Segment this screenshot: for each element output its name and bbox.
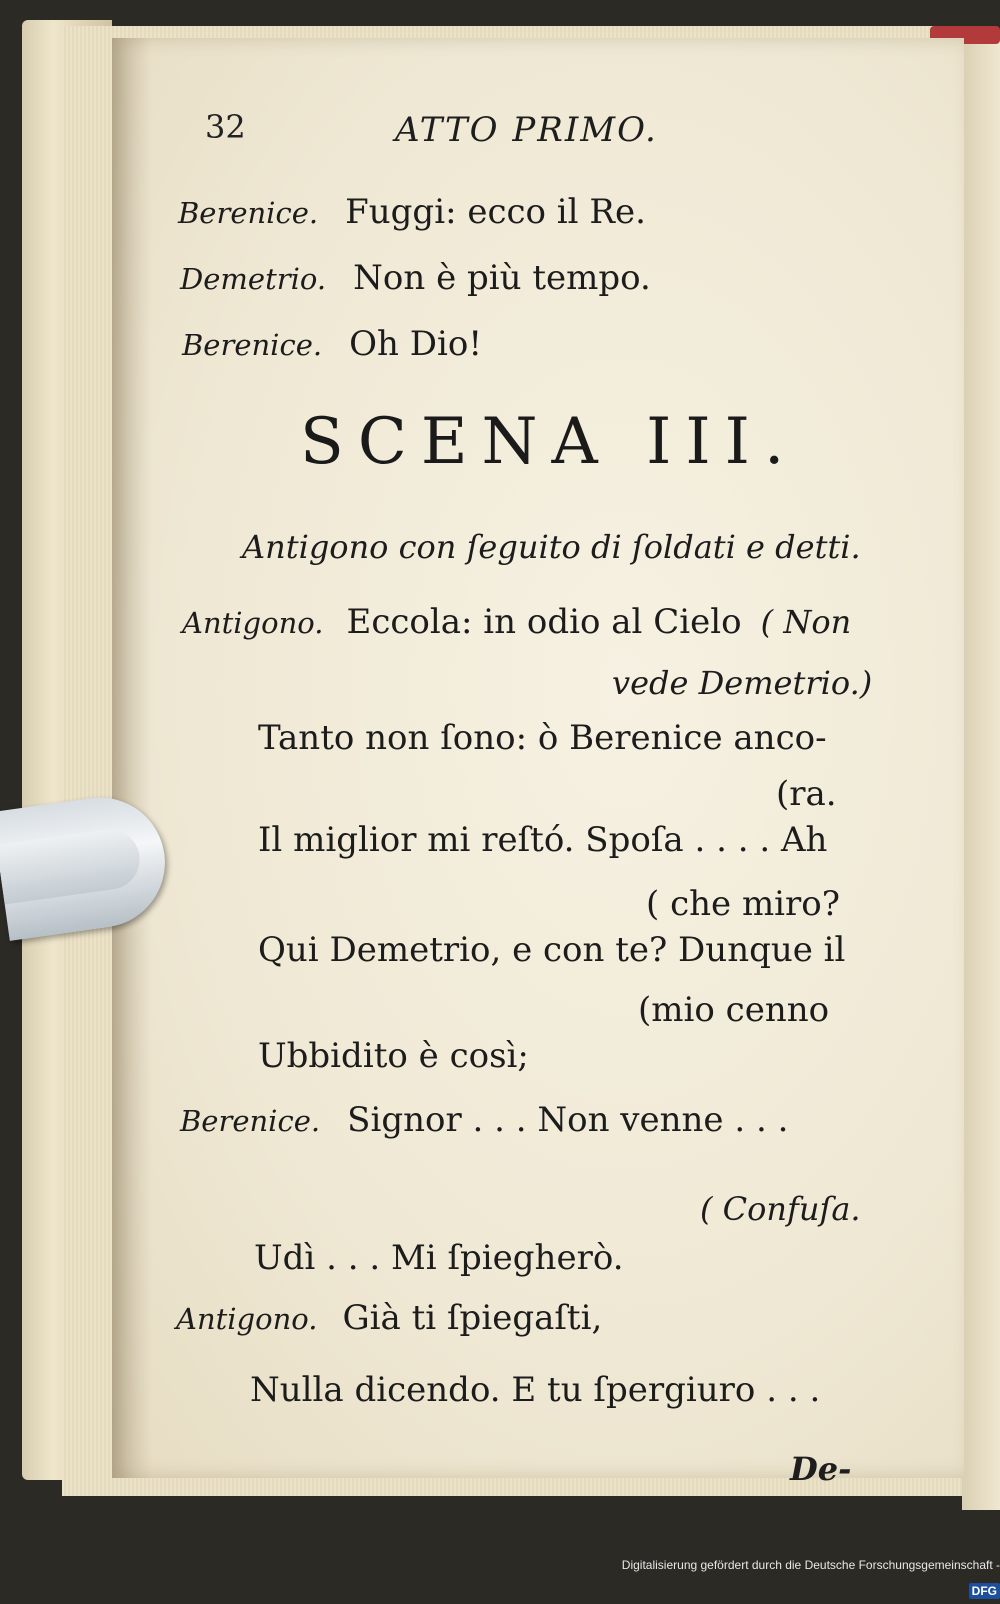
dialogue-line	[176, 1298, 602, 1338]
scene-title: SCENA III.	[300, 405, 799, 479]
verse-turnover: (ra.	[776, 774, 837, 814]
dialogue-line	[182, 324, 482, 364]
dialogue-line	[178, 192, 646, 232]
speaker-name: Antigono.	[182, 606, 324, 640]
dialogue-line	[180, 1100, 788, 1140]
aside: ( Non	[760, 603, 852, 641]
verse-line: Tanto non ſono: ò Berenice anco-	[258, 718, 827, 758]
speaker-name: Berenice.	[178, 196, 319, 230]
speaker-name: Berenice.	[182, 328, 323, 362]
aside: ( Confuſa.	[700, 1190, 861, 1228]
verse-text: Oh Dio!	[349, 324, 483, 364]
verse-line: Qui Demetrio, e con te? Dunque il	[258, 930, 846, 970]
verse-line: Il miglior mi reſtó. Spoſa . . . . Ah	[258, 820, 828, 860]
digitization-footer	[600, 1552, 1000, 1598]
dialogue-line	[182, 602, 851, 642]
stage-direction: Antigono con ſeguito di ſoldati e detti.	[242, 528, 861, 566]
verse-text: Già ti ſpiegaſti,	[342, 1298, 603, 1338]
speaker-name: Berenice.	[180, 1104, 321, 1138]
verse-line: Udì . . . Mi ſpiegherò.	[254, 1238, 624, 1278]
page-number: 32	[205, 108, 246, 146]
aside-continuation: vede Demetrio.)	[612, 664, 873, 702]
page-header	[205, 108, 725, 158]
verse-line: Ubbidito è così;	[258, 1036, 529, 1076]
running-head: ATTO PRIMO.	[395, 110, 658, 150]
verse-text: Signor . . . Non venne . . .	[347, 1100, 789, 1140]
right-page-edge	[962, 40, 1000, 1510]
binding-shadow	[112, 38, 152, 1478]
verse-turnover: (mio cenno	[638, 990, 830, 1030]
verse-turnover: ( che miro?	[646, 884, 841, 924]
dialogue-line	[180, 258, 651, 298]
speaker-name: Demetrio.	[180, 262, 327, 296]
dfg-logo: DFG	[969, 1583, 1000, 1599]
catchword: De-	[790, 1450, 852, 1488]
verse-text: Fuggi: ecco il Re.	[345, 192, 646, 232]
verse-line: Nulla dicendo. E tu ſpergiuro . . .	[250, 1370, 821, 1410]
verse-text: Non è più tempo.	[353, 258, 651, 298]
footer-text: Digitalisierung gefördert durch die Deutsche Forschungsgemeinschaft -	[621, 1558, 1000, 1572]
verse-text: Eccola: in odio al Cielo	[346, 602, 742, 642]
speaker-name: Antigono.	[176, 1302, 318, 1336]
